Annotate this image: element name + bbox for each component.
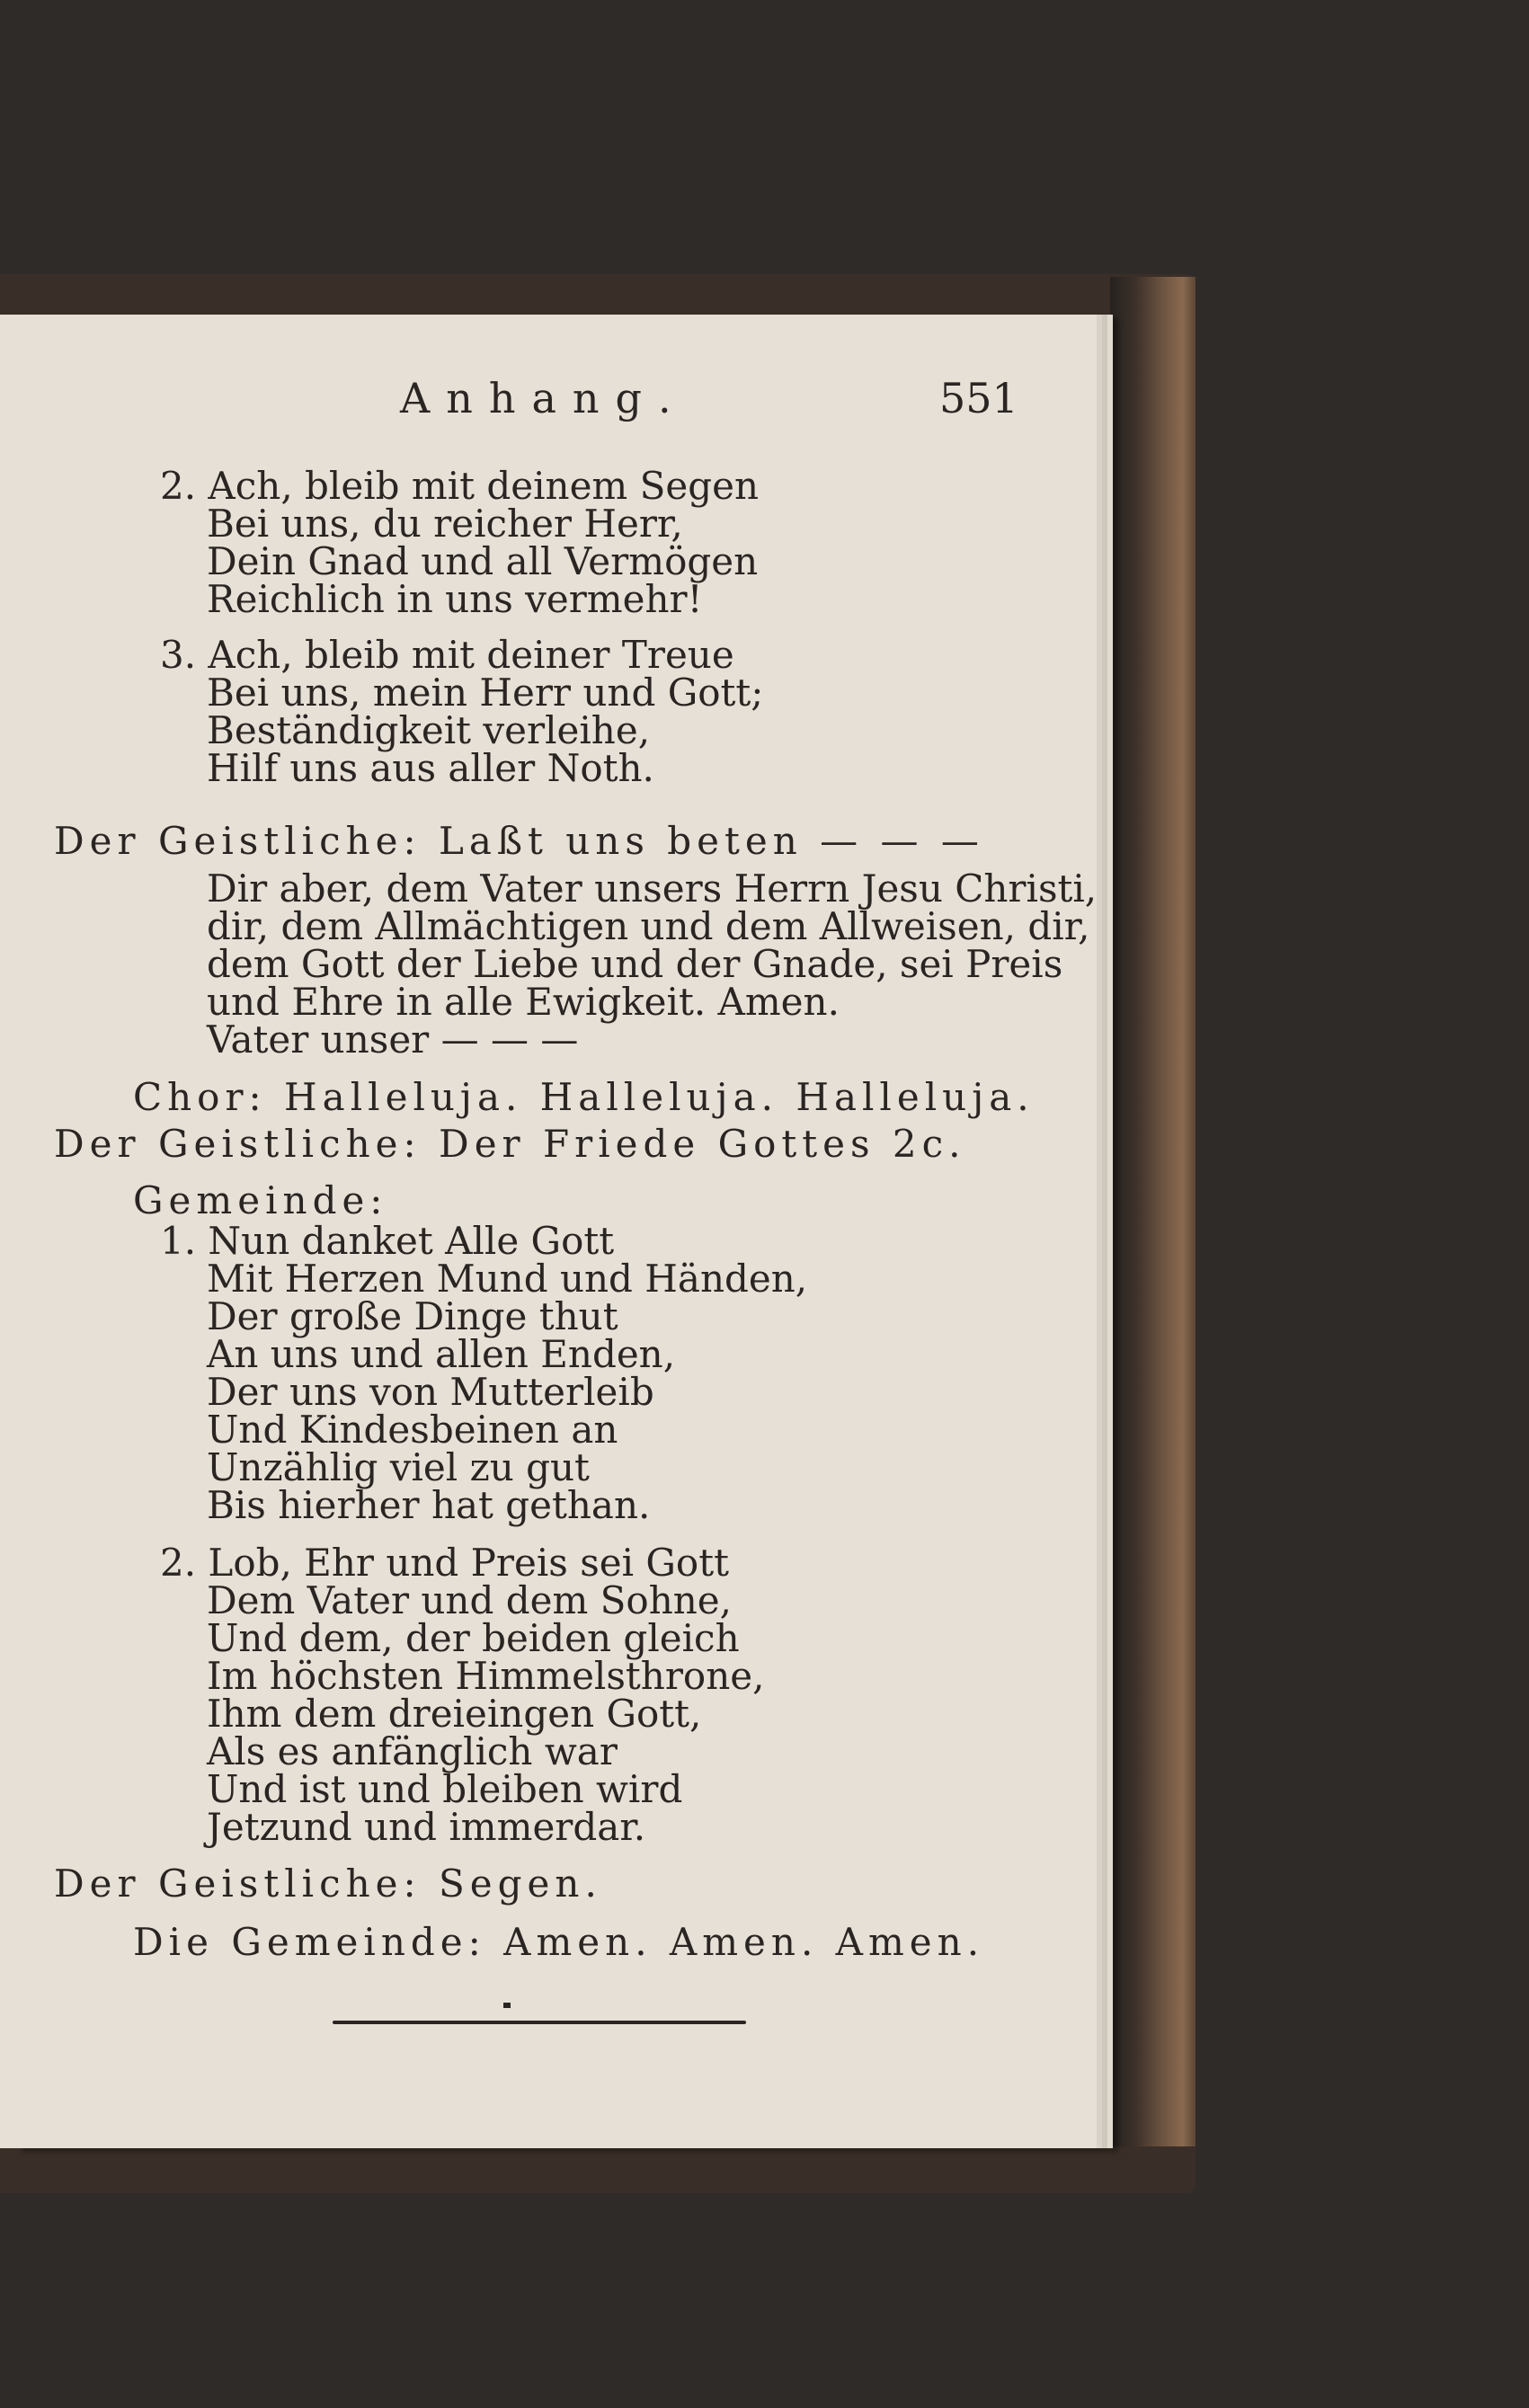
verse-line: Und ist und bleiben wird bbox=[207, 1767, 683, 1811]
verse-line: Ihm dem dreieingen Gott, bbox=[207, 1692, 702, 1736]
verse-line: Jetzund und immerdar. bbox=[207, 1805, 646, 1849]
page-edges bbox=[1110, 277, 1196, 2146]
verse-line: Bei uns, mein Herr und Gott; bbox=[207, 671, 764, 715]
prayer-line: dem Gott der Liebe und der Gnade, sei Preis bbox=[207, 942, 1063, 986]
verse-line: Als es anfänglich war bbox=[207, 1729, 618, 1773]
liturgy-line: Der Geistliche: Laßt uns beten — — — bbox=[54, 819, 984, 863]
section-label: Gemeinde: bbox=[133, 1178, 388, 1222]
verse-line: Hilf uns aus aller Noth. bbox=[207, 746, 654, 790]
verse-line: An uns und allen Enden, bbox=[207, 1332, 676, 1376]
book-page bbox=[0, 315, 1097, 2148]
verse-line: 2. Lob, Ehr und Preis sei Gott bbox=[160, 1541, 729, 1585]
verse-line: Und Kindesbeinen an bbox=[207, 1408, 618, 1452]
liturgy-line: Der Geistliche: Segen. bbox=[54, 1862, 602, 1906]
rule-ornament bbox=[503, 2003, 511, 2008]
prayer-line: Dir aber, dem Vater unsers Herrn Jesu Christi, bbox=[207, 866, 1098, 911]
closing-rule bbox=[333, 2021, 746, 2024]
verse-line: Mit Herzen Mund und Händen, bbox=[207, 1257, 808, 1301]
verse-line: 2. Ach, bleib mit deinem Segen bbox=[160, 464, 760, 508]
verse-line: Dein Gnad und all Vermögen bbox=[207, 539, 759, 583]
verse-line: Und dem, der beiden gleich bbox=[207, 1616, 740, 1660]
prayer-line: und Ehre in alle Ewigkeit. Amen. bbox=[207, 980, 840, 1024]
verse-line: Der große Dinge thut bbox=[207, 1294, 618, 1338]
verse-line: Unzählig viel zu gut bbox=[207, 1445, 590, 1489]
liturgy-line: Der Geistliche: Der Friede Gottes 2c. bbox=[54, 1122, 966, 1166]
verse-line: Bis hierher hat gethan. bbox=[207, 1483, 651, 1527]
verse-line: Dem Vater und dem Sohne, bbox=[207, 1578, 733, 1622]
prayer-line: Vater unser — — — bbox=[207, 1017, 579, 1062]
verse-line: Beständigkeit verleihe, bbox=[207, 708, 651, 752]
verse-line: Bei uns, du reicher Herr, bbox=[207, 502, 683, 546]
verse-line: 1. Nun danket Alle Gott bbox=[160, 1219, 615, 1263]
liturgy-line: Die Gemeinde: Amen. Amen. Amen. bbox=[133, 1920, 985, 1964]
liturgy-line: Chor: Halleluja. Halleluja. Halleluja. bbox=[133, 1075, 1035, 1119]
verse-line: Im höchsten Himmelsthrone, bbox=[207, 1654, 765, 1698]
page-number: 551 bbox=[939, 374, 1018, 422]
verse-line: Reichlich in uns vermehr! bbox=[207, 577, 703, 621]
running-header: Anhang. bbox=[400, 374, 688, 422]
verse-line: 3. Ach, bleib mit deiner Treue bbox=[160, 633, 734, 677]
prayer-line: dir, dem Allmächtigen und dem Allweisen, dir, bbox=[207, 904, 1090, 948]
verse-line: Der uns von Mutterleib bbox=[207, 1370, 654, 1414]
